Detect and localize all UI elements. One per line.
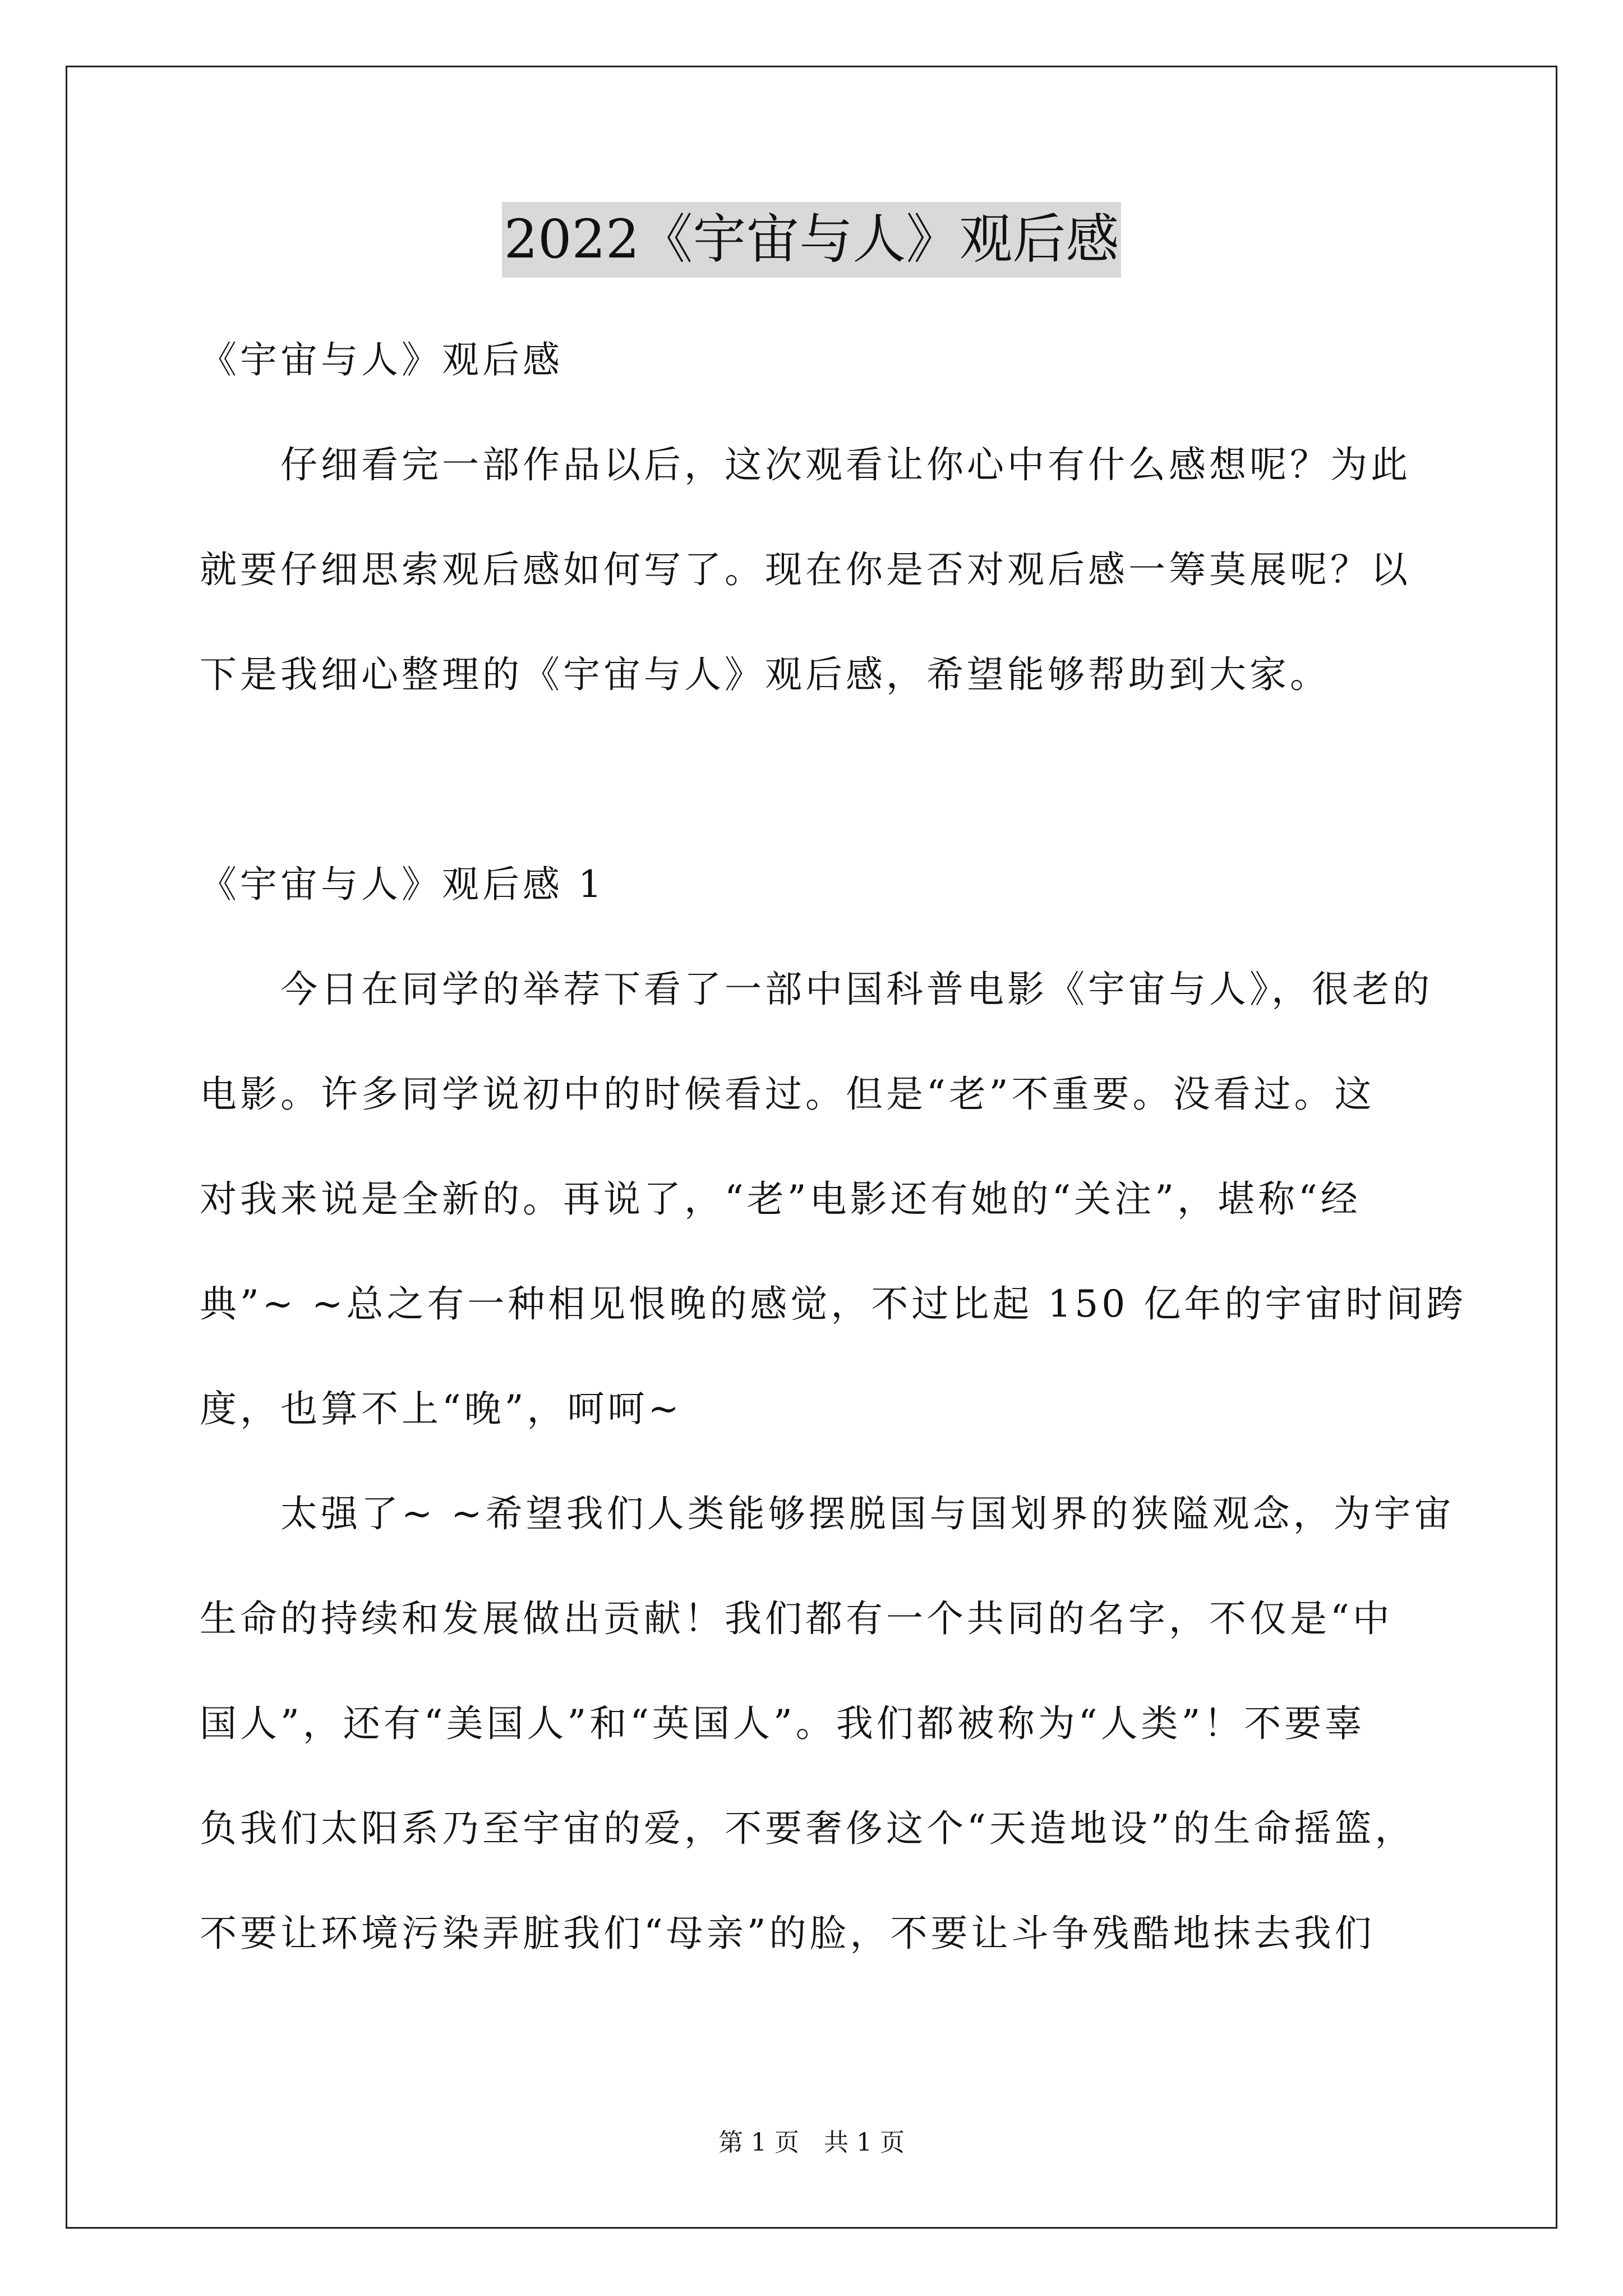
intro-paragraph-line: 仔细看完一部作品以后，这次观看让你心中有什么感想呢？为此: [280, 443, 1411, 486]
title-container: [0, 202, 1623, 278]
body-paragraph-line: 典”~ ~总之有一种相见恨晚的感觉，不过比起 150 亿年的宇宙时间跨: [200, 1282, 1467, 1326]
body-paragraph-line: 生命的持续和发展做出贡献！我们都有一个共同的名字，不仅是“中: [200, 1597, 1393, 1640]
document-body: [200, 307, 1467, 1986]
body-paragraph-line: 不要让环境污染弄脏我们“母亲”的脸，不要让斗争残酷地抹去我们: [200, 1912, 1375, 1955]
section-heading: 《宇宙与人》观后感 1: [200, 863, 605, 906]
body-paragraph-line: 度，也算不上“晚”，呵呵~: [200, 1387, 683, 1430]
document-title: 2022《宇宙与人》观后感: [502, 202, 1122, 278]
intro-paragraph-line: 下是我细心整理的《宇宙与人》观后感，希望能够帮助到大家。: [200, 653, 1330, 696]
body-paragraph-line: 国人”，还有“美国人”和“英国人”。我们都被称为“人类”！不要辜: [200, 1702, 1366, 1745]
body-paragraph-line: 太强了~ ~希望我们人类能够摆脱国与国划界的狭隘观念，为宇宙: [280, 1492, 1455, 1535]
body-paragraph-line: 负我们太阳系乃至宇宙的爱，不要奢侈这个“天造地设”的生命摇篮，: [200, 1807, 1415, 1850]
page-number-footer: 第 1 页 共 1 页: [718, 2128, 905, 2157]
body-paragraph-line: 电影。许多同学说初中的时候看过。但是“老”不重要。没看过。这: [200, 1073, 1375, 1116]
body-paragraph-line: 今日在同学的举荐下看了一部中国科普电影《宇宙与人》，很老的: [280, 968, 1433, 1011]
intro-paragraph-line: 就要仔细思索观后感如何写了。现在你是否对观后感一筹莫展呢？以: [200, 548, 1411, 591]
paragraph-gap: [200, 727, 1433, 832]
subtitle-heading: 《宇宙与人》观后感: [200, 338, 563, 381]
body-paragraph-line: 对我来说是全新的。再说了，“老”电影还有她的“关注”，堪称“经: [200, 1177, 1361, 1221]
